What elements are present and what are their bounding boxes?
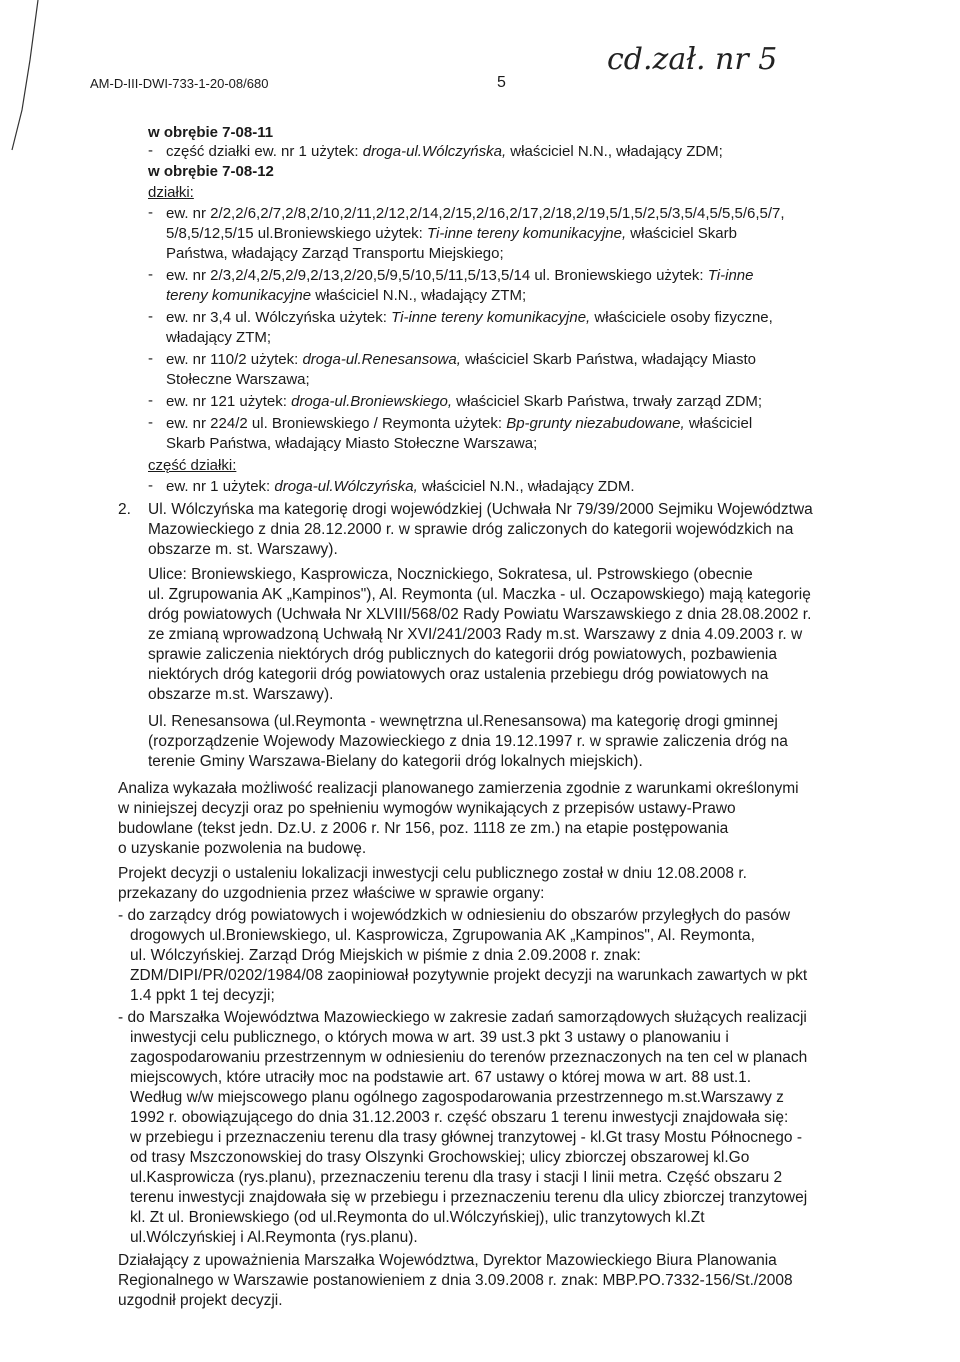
paragraph-line: Ul. Renesansowa (ul.Reymonta - wewnętrzna ul.Renesansowa) ma kategorię drogi gminnej — [148, 713, 778, 730]
paragraph-line: ul. Zgrupowania AK „Kampinos"), Al. Reymonta (ul. Maczka - ul. Oczapowskiego) mają kategorię — [148, 586, 811, 603]
list-dash: - — [148, 477, 153, 494]
paragraph-line: niektórych dróg kategorii dróg powiatowych oraz ustalenia przebiegu dróg powiatowych na — [148, 666, 769, 683]
list-dash: - — [148, 392, 153, 409]
paragraph-line: Mazowieckiego z dnia 28.12.2000 r. w sprawie dróg zaliczonych do kategorii wojewódzkich na — [148, 521, 794, 538]
list-item: ew. nr 1 użytek: droga-ul.Wólczyńska, właściciel N.N., władający ZDM. — [166, 478, 635, 495]
paragraph-line: terenie Gminy Warszawa-Bielany do kategorii dróg lokalnych miejskich). — [148, 753, 643, 770]
list-item-continued: Skarb Państwa, władający Miasto Stołeczne Warszawa; — [166, 435, 538, 452]
scan-edge-mark — [0, 0, 60, 160]
bullet-line-continued: inwestycji celu publicznego, o których mowa w art. 39 ust.3 pkt 3 ustawy o planowaniu i — [130, 1029, 729, 1046]
paragraph-line: w niniejszej decyzji oraz po spełnieniu wymogów wynikających z przepisów ustawy-Prawo — [118, 800, 736, 817]
paragraph-line: sprawie zaliczenia niektórych dróg publicznych do kategorii dróg powiatowych, pozbawienia — [148, 646, 777, 663]
subheading-dzialki: działki: — [148, 184, 194, 201]
bullet-line: - do zarządcy dróg powiatowych i wojewódzkich w odniesieniu do obszarów przyległych do pasów — [118, 907, 791, 924]
list-item: ew. nr 224/2 ul. Broniewskiego / Reymonta użytek: Bp-grunty niezabudowane, właściciel — [166, 415, 753, 432]
paragraph-line: budowlane (tekst jedn. Dz.U. z 2006 r. Nr 156, poz. 1118 ze zm.) na etapie postępowania — [118, 820, 729, 837]
bullet-line-continued: miejscowych, które utraciły moc na podstawie art. 67 ustawy o której mowa w art. 88 ust.1. — [130, 1069, 752, 1086]
list-item: ew. nr 2/2,2/6,2/7,2/8,2/10,2/11,2/12,2/14,2/15,2/16,2/17,2/18,2/19,5/1,5/2,5/3,5/4,5/5,5/6,5/7, — [166, 205, 785, 222]
bullet-line-continued: ul.Kasprowicza (rys.planu), przeznaczeniu terenu dla trasy i stacji I linii metra. Część obszaru 2 — [130, 1169, 783, 1186]
bullet-line-continued: od trasy Mszczonowskiej do trasy Olszynki Grochowskiej; ulicy zbiorczej obszarowej kl.Go — [130, 1149, 750, 1166]
paragraph-line: Ulice: Broniewskiego, Kasprowicza, Nocznickiego, Sokratesa, ul. Pstrowskiego (obecnie — [148, 566, 753, 583]
list-item: ew. nr 3,4 ul. Wólczyńska użytek: Ti-inne tereny komunikacyjne, właściciele osoby fizyczne, — [166, 309, 773, 326]
paragraph-line: obszarze m.st. Warszawy). — [148, 686, 334, 703]
paragraph-line: dróg powiatowych (Uchwała Nr XLVIII/568/02 Rady Powiatu Warszawskiego z dnia 28.08.2002 r. — [148, 606, 812, 623]
list-item: ew. nr 2/3,2/4,2/5,2/9,2/13,2/20,5/9,5/10,5/11,5/13,5/14 ul. Broniewskiego użytek: Ti-inne — [166, 267, 754, 284]
paragraph-line: (rozporządzenie Wojewody Mazowieckiego z dnia 19.12.1997 r. w sprawie zaliczenia dróg na — [148, 733, 788, 750]
bullet-line: - do Marszałka Województwa Mazowieckiego w zakresie zadań samorządowych służących realizacji — [118, 1009, 807, 1026]
list-item-continued: władający ZTM; — [166, 329, 272, 346]
bullet-line-continued: ul. Wólczyńskiej. Zarząd Dróg Miejskich w piśmie z dnia 2.09.2008 r. znak: — [130, 947, 641, 964]
list-dash: - — [148, 266, 153, 283]
document-reference: AM-D-III-DWI-733-1-20-08/680 — [90, 76, 269, 91]
paragraph-line: Regionalnego w Warszawie postanowieniem z dnia 3.09.2008 r. znak: MBP.PO.7332-156/St./2008 — [118, 1272, 793, 1289]
bullet-line-continued: terenu inwestycji znajdowała się w przebiegu i przeznaczeniu terenu dla ulicy zbiorczej tranzytowej — [130, 1189, 808, 1206]
list-item-continued: Państwa, władający Zarząd Transportu Miejskiego; — [166, 245, 504, 262]
paragraph-line: przekazany do uzgodnienia przez właściwe w sprawie organy: — [118, 885, 545, 902]
bullet-line-continued: w przebiegu i przeznaczeniu terenu dla trasy głównej tranzytowej - kl.Gt trasy Mostu Północnego - — [130, 1129, 802, 1146]
list-item: część działki ew. nr 1 użytek: droga-ul.Wólczyńska, właściciel N.N., władający ZDM; — [166, 143, 723, 160]
list-dash: - — [148, 414, 153, 431]
bullet-line-continued: drogowych ul.Broniewskiego, ul. Kasprowicza, Zgrupowania AK „Kampinos", Al. Reymonta, — [130, 927, 755, 944]
page-number: 5 — [497, 74, 506, 91]
handwritten-annotation: cd.zał. nr 5 — [607, 42, 778, 77]
heading-obreb-2: w obrębie 7-08-12 — [148, 163, 274, 180]
list-dash: - — [148, 142, 153, 159]
list-item-continued: tereny komunikacyjne właściciel N.N., władający ZTM; — [166, 287, 527, 304]
bullet-line-continued: ZDM/DIPI/PR/0202/1984/08 zaopiniował pozytywnie projekt decyzji na warunkach zawartych w pkt — [130, 967, 808, 984]
list-dash: - — [148, 308, 153, 325]
paragraph-line: o uzyskanie pozwolenia na budowę. — [118, 840, 367, 857]
list-dash: - — [148, 204, 153, 221]
paragraph-line: obszarze m. st. Warszawy). — [148, 541, 338, 558]
bullet-line-continued: 1.4 ppkt 1 tej decyzji; — [130, 987, 275, 1004]
paragraph-line: ze zmianą wprowadzoną Uchwałą Nr XVI/241/2003 Rady m.st. Warszawy z dnia 4.09.2003 r. w — [148, 626, 803, 643]
bullet-line-continued: 1992 r. obowiązującego do dnia 31.12.2003 r. część obszaru 1 terenu inwestycji znajdowała się: — [130, 1109, 789, 1126]
subheading-czesc-dzialki: część działki: — [148, 457, 237, 474]
list-item-continued: 5/8,5/12,5/15 ul.Broniewskiego użytek: Ti-inne tereny komunikacyjne, właściciel Skarb — [166, 225, 737, 242]
paragraph-line: Działający z upoważnienia Marszałka Województwa, Dyrektor Mazowieckiego Biura Planowania — [118, 1252, 777, 1269]
bullet-line-continued: Według w/w miejscowego planu ogólnego zagospodarowania przestrzennego m.st.Warszawy z — [130, 1089, 784, 1106]
list-item-continued: Stołeczne Warszawa; — [166, 371, 310, 388]
section-number: 2. — [118, 501, 131, 518]
list-item: ew. nr 121 użytek: droga-ul.Broniewskiego, właściciel Skarb Państwa, trwały zarząd ZDM; — [166, 393, 763, 410]
paragraph-line: Ul. Wólczyńska ma kategorię drogi wojewódzkiej (Uchwała Nr 79/39/2000 Sejmiku Województwa — [148, 501, 813, 518]
bullet-line-continued: ul.Wólczyńskiej i Al.Reymonta (rys.planu). — [130, 1229, 418, 1246]
bullet-line-continued: kl. Zt ul. Broniewskiego (od ul.Reymonta do ul.Wólczyńskiej), ulic tranzytowych kl.Zt — [130, 1209, 705, 1226]
bullet-line-continued: zagospodarowaniu przestrzennym w odniesieniu do terenów przeznaczonych na ten cel w planach — [130, 1049, 808, 1066]
list-dash: - — [148, 350, 153, 367]
paragraph-line: Projekt decyzji o ustaleniu lokalizacji inwestycji celu publicznego został w dniu 12.08.2008 r. — [118, 865, 747, 882]
heading-obreb-1: w obrębie 7-08-11 — [148, 124, 274, 141]
paragraph-line: uzgodnił projekt decyzji. — [118, 1292, 283, 1309]
list-item: ew. nr 110/2 użytek: droga-ul.Renesansowa, właściciel Skarb Państwa, władający Miasto — [166, 351, 757, 368]
paragraph-line: Analiza wykazała możliwość realizacji planowanego zamierzenia zgodnie z warunkami określonymi — [118, 780, 799, 797]
